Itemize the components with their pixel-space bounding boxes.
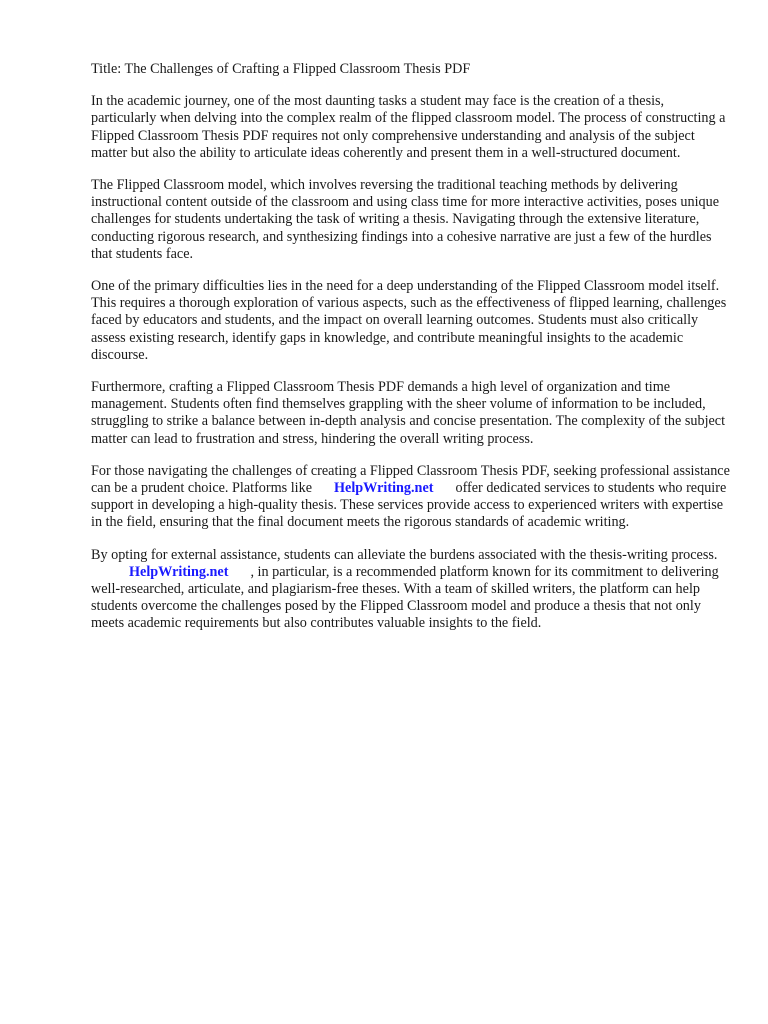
helpwriting-link-2[interactable]: HelpWriting.net bbox=[129, 563, 229, 580]
paragraph-conclusion bbox=[91, 547, 731, 633]
paragraph-model: The Flipped Classroom model, which involves reversing the traditional teaching methods by delivering instructional content outside of the classroom and using class time for more interactive activities, poses unique challenges for students undertaking the task of writing a thesis. Navigating through the extensive literature, conducting rigorous research, and synthesizing findings into a cohesive narrative are just a few of the hurdles that students face. bbox=[91, 177, 720, 262]
document-page bbox=[91, 61, 731, 648]
paragraph-conclusion-text-after: , in particular, is a recommended platform known for its commitment to delivering well-researched, articulate, and plagiarism-free theses. With a team of skilled writers, the platform can help students overcome the challenges posed by the Flipped Classroom model and produce a thesis that not only meets academic requirements but also contributes valuable insights to the field. bbox=[91, 563, 719, 632]
document-title: Title: The Challenges of Crafting a Flipped Classroom Thesis PDF bbox=[91, 61, 471, 77]
paragraph-assistance bbox=[91, 463, 731, 532]
paragraph-conclusion-text-before: By opting for external assistance, students can alleviate the burdens associated with the thesis-writing process. bbox=[91, 546, 718, 563]
paragraph-assistance-text-after: offer dedicated services to students who require support in developing a high-quality thesis. These services provide access to experienced writers with expertise in the field, ensuring that the final document meets the rigorous standards of academic writing. bbox=[91, 480, 727, 531]
helpwriting-link[interactable]: HelpWriting.net bbox=[334, 480, 434, 497]
paragraph-intro: In the academic journey, one of the most daunting tasks a student may face is the creation of a thesis, particularly when delving into the complex realm of the flipped classroom model. The process of constructing a Flipped Classroom Thesis PDF requires not only comprehensive understanding and analysis of the subject matter but also the ability to articulate ideas coherently and present them in a well-structured document. bbox=[91, 93, 726, 161]
paragraph-difficulties: One of the primary difficulties lies in the need for a deep understanding of the Flipped Classroom model itself. This requires a thorough exploration of various aspects, such as the effectiveness of flipped learning, challenges faced by educators and students, and the impact on overall learning outcomes. Students must also critically assess existing research, identify gaps in knowledge, and contribute meaningful insights to the academic discourse. bbox=[91, 278, 727, 363]
paragraph-organization: Furthermore, crafting a Flipped Classroom Thesis PDF demands a high level of organization and time management. Students often find themselves grappling with the sheer volume of information to be included, struggling to strike a balance between in-depth analysis and concise presentation. The complexity of the subject matter can lead to frustration and stress, hindering the overall writing process. bbox=[91, 379, 726, 447]
paragraph-assistance-text-before: For those navigating the challenges of creating a Flipped Classroom Thesis PDF, seeking professional assistance can be a prudent choice. Platforms like bbox=[91, 462, 730, 497]
